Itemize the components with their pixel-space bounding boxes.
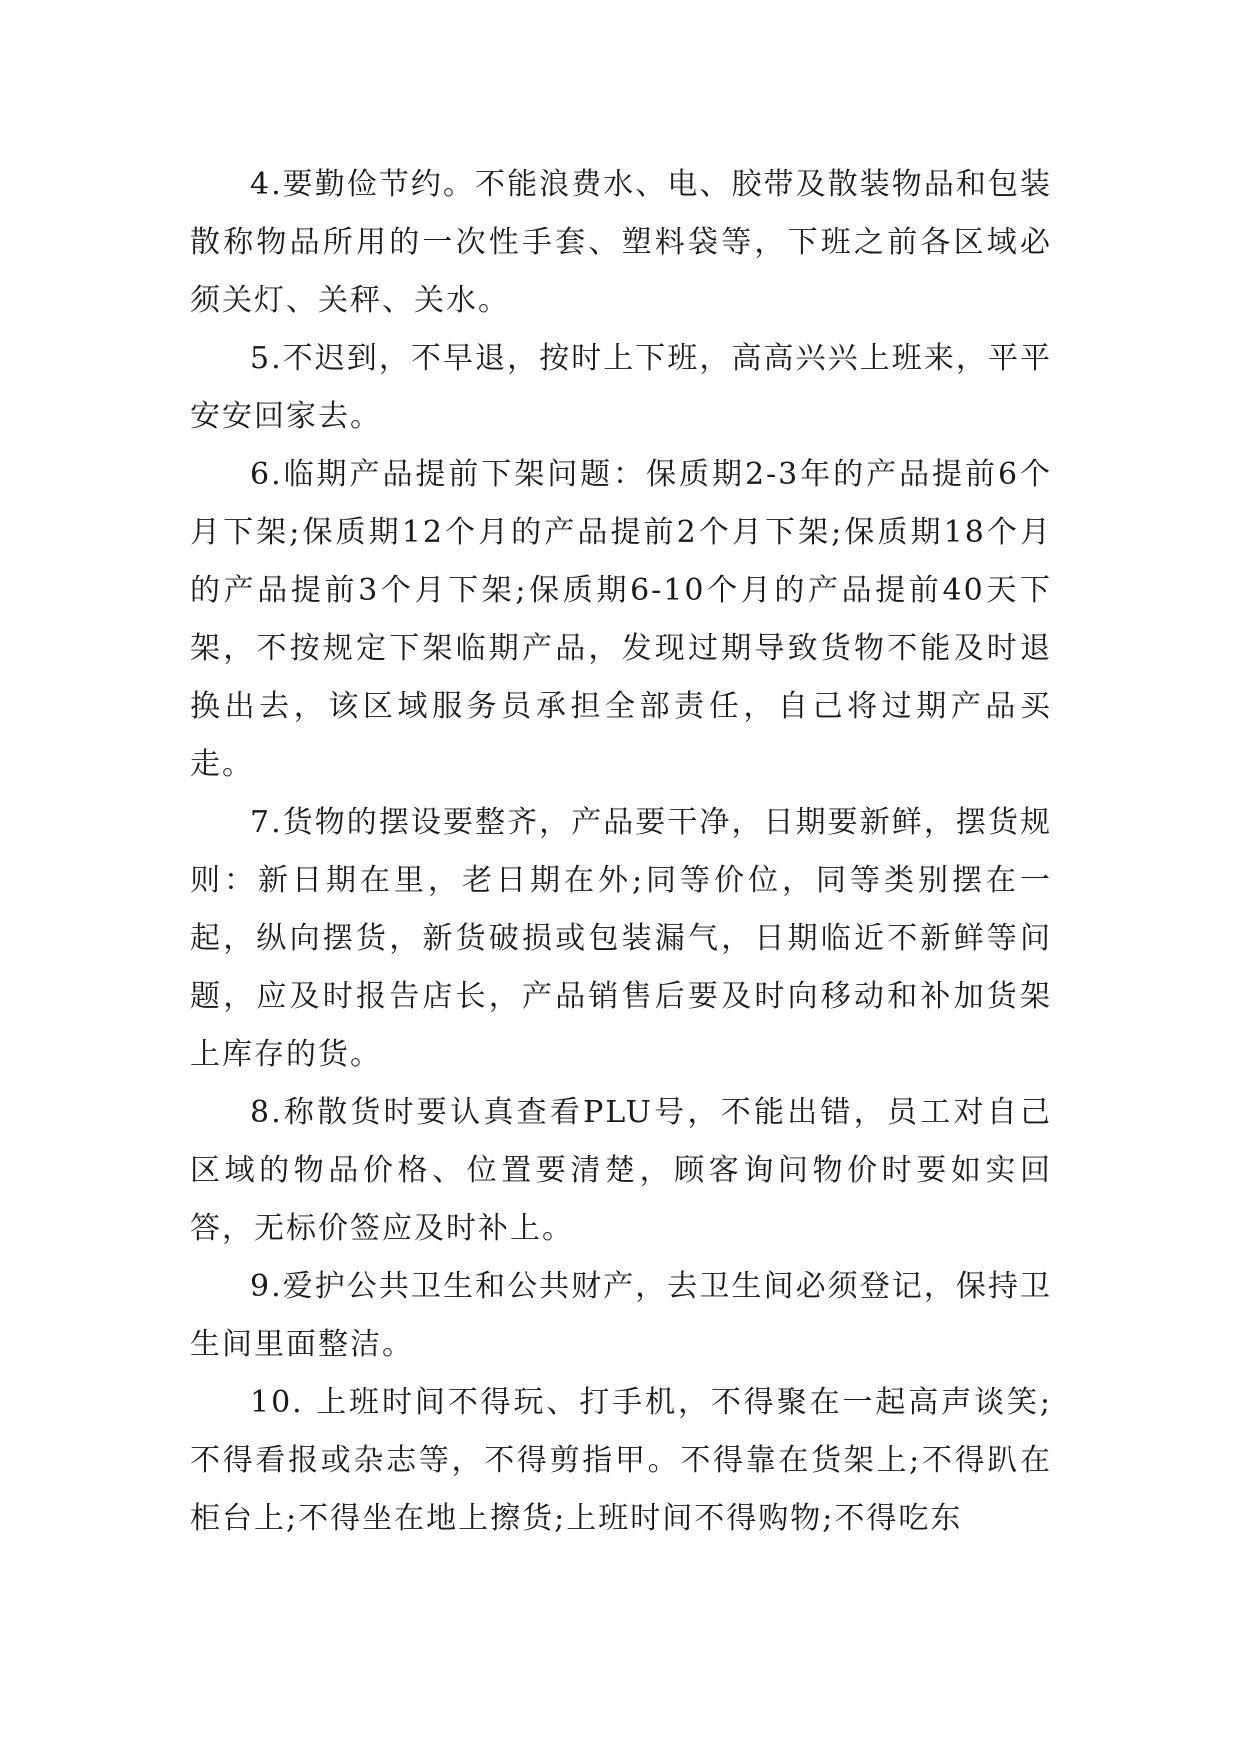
document-body (190, 156, 1052, 1548)
paragraph-rule-4: 4.要勤俭节约。不能浪费水、电、胶带及散装物品和包装散称物品所用的一次性手套、塑料袋等，下班之前各区域必须关灯、关秤、关水。 (190, 167, 1052, 318)
paragraph-rule-8: 8.称散货时要认真查看PLU号，不能出错，员工对自己区域的物品价格、位置要清楚，顾客询问物价时要如实回答，无标价签应及时补上。 (190, 1095, 1052, 1246)
paragraph-rule-6: 6.临期产品提前下架问题：保质期2-3年的产品提前6个月下架;保质期12个月的产品提前2个月下架;保质期18个月的产品提前3个月下架;保质期6-10个月的产品提前40天下架，不按规定下架临期产品，发现过期导致货物不能及时退换出去，该区域服务员承担全部责任，自己将过期产品买走。 (190, 457, 1052, 782)
paragraph-rule-9: 9.爱护公共卫生和公共财产，去卫生间必须登记，保持卫生间里面整洁。 (190, 1269, 1052, 1362)
paragraph-rule-5: 5.不迟到，不早退，按时上下班，高高兴兴上班来，平平安安回家去。 (190, 341, 1052, 434)
paragraph-rule-7: 7.货物的摆设要整齐，产品要干净，日期要新鲜，摆货规则：新日期在里，老日期在外;同等价位，同等类别摆在一起，纵向摆货，新货破损或包装漏气，日期临近不新鲜等问题，应及时报告店长，产品销售后要及时向移动和补加货架上库存的货。 (190, 805, 1052, 1072)
paragraph-rule-10: 10. 上班时间不得玩、打手机，不得聚在一起高声谈笑;不得看报或杂志等，不得剪指甲。不得靠在货架上;不得趴在柜台上;不得坐在地上擦货;上班时间不得购物;不得吃东 (190, 1385, 1052, 1536)
